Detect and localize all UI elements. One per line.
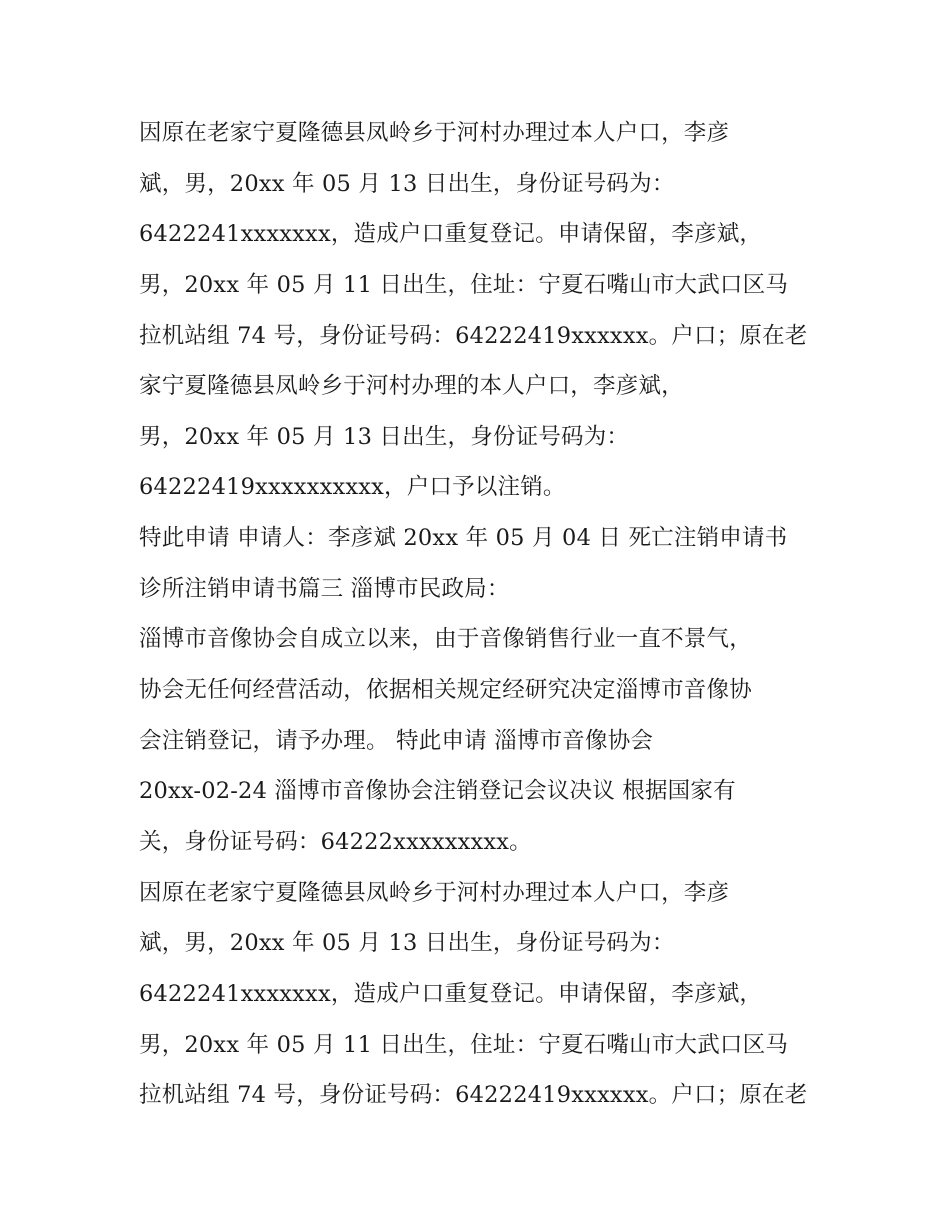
text-line: 因原在老家宁夏隆德县凤岭乡于河村办理过本人户口，李彦 xyxy=(139,879,730,906)
text-line: 淄博市音像协会自成立以来，由于音像销售行业一直不景气， xyxy=(139,626,752,653)
text-line: 家宁夏隆德县凤岭乡于河村办理的本人户口，李彦斌， xyxy=(139,373,684,400)
text-line: 诊所注销申请书篇三 淄博市民政局： xyxy=(139,575,510,602)
text-line: 6422241xxxxxxx，造成户口重复登记。申请保留，李彦斌， xyxy=(139,980,763,1007)
text-line: 会注销登记，请予办理。 特此申请 淄博市音像协会 xyxy=(139,727,654,754)
text-line: 协会无任何经营活动，依据相关规定经研究决定淄博市音像协 xyxy=(139,677,752,704)
text-line: 斌，男，20xx 年 05 月 13 日出生，身份证号码为： xyxy=(139,930,675,957)
text-line: 男，20xx 年 05 月 11 日出生，住址：宁夏石嘴山市大武口区马 xyxy=(139,271,789,298)
text-line: 关，身份证号码：64222xxxxxxxxx。 xyxy=(139,828,532,855)
text-line: 拉机站组 74 号，身份证号码：64222419xxxxxx。户口；原在老 xyxy=(139,322,808,349)
text-line: 6422241xxxxxxx，造成户口重复登记。申请保留，李彦斌， xyxy=(139,221,763,248)
text-line: 斌，男，20xx 年 05 月 13 日出生，身份证号码为： xyxy=(139,170,675,197)
text-line: 特此申请 申请人：李彦斌 20xx 年 05 月 04 日 死亡注销申请书 xyxy=(139,525,788,552)
text-line: 男，20xx 年 05 月 11 日出生，住址：宁夏石嘴山市大武口区马 xyxy=(139,1031,789,1058)
text-line: 男，20xx 年 05 月 13 日出生，身份证号码为： xyxy=(139,423,630,450)
text-line: 拉机站组 74 号，身份证号码：64222419xxxxxx。户口；原在老 xyxy=(139,1082,808,1109)
text-line: 64222419xxxxxxxxxx，户口予以注销。 xyxy=(139,474,566,501)
document-body xyxy=(139,108,829,1121)
text-line: 因原在老家宁夏隆德县凤岭乡于河村办理过本人户口，李彦 xyxy=(139,120,730,146)
text-line: 20xx-02-24 淄博市音像协会注销登记会议决议 根据国家有 xyxy=(139,778,736,805)
